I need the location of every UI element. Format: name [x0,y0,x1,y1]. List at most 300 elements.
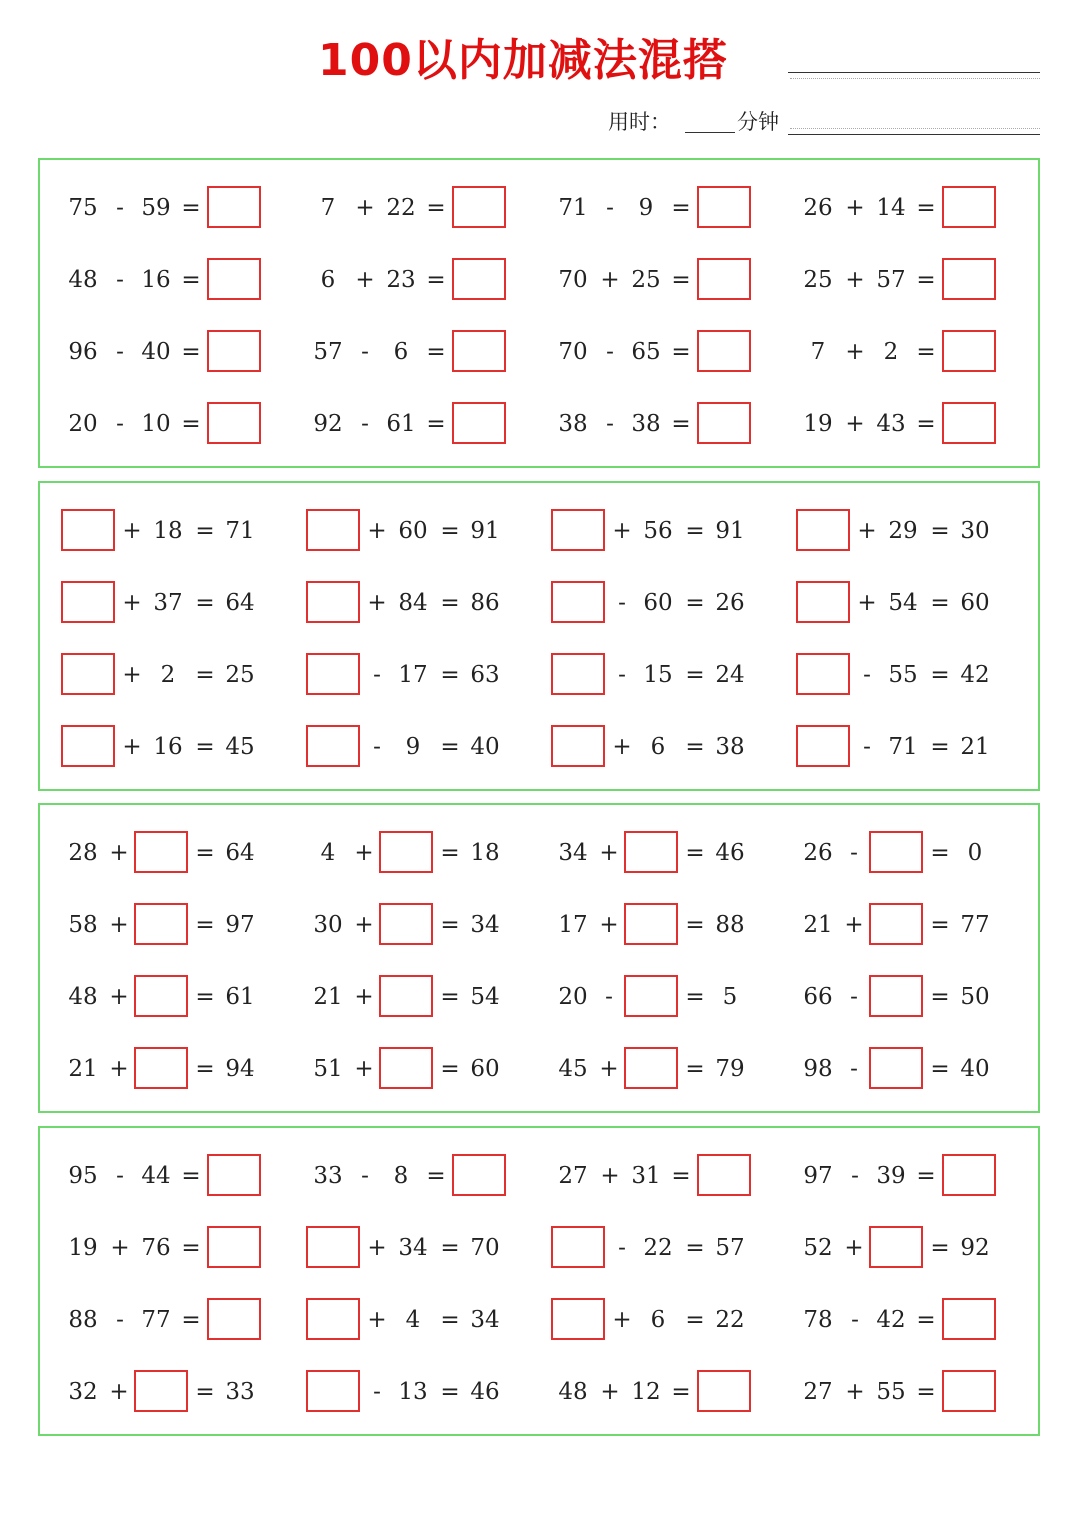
operator: + [612,518,632,544]
result-value: 38 [715,734,745,760]
operator: - [116,1307,124,1333]
result-value: 64 [225,840,255,866]
equals-sign: = [440,590,460,616]
operand-b: 34 [398,1235,428,1261]
operand-a: 95 [68,1163,98,1189]
equals-sign: = [195,912,215,938]
answer-box[interactable] [697,330,751,372]
answer-box[interactable] [452,330,506,372]
result-value: 79 [715,1056,745,1082]
result-value: 71 [225,518,255,544]
equals-sign: = [685,734,705,760]
answer-box[interactable] [942,186,996,228]
equals-sign: = [181,1163,201,1189]
problem-row [40,330,1038,374]
result-value: 63 [470,662,500,688]
result-value: 46 [715,840,745,866]
operator: - [116,267,124,293]
answer-box[interactable] [306,1298,360,1340]
operator: + [367,518,387,544]
answer-box[interactable] [697,1154,751,1196]
equals-sign: = [930,518,950,544]
equals-sign: = [440,1379,460,1405]
result-value: 34 [470,912,500,938]
problem-section [38,158,1040,468]
answer-box[interactable] [869,1047,923,1089]
answer-box[interactable] [942,1154,996,1196]
answer-box[interactable] [207,258,261,300]
answer-box[interactable] [452,186,506,228]
math-problem [40,1298,280,1342]
name-dotted-guide [790,78,1040,79]
answer-box[interactable] [61,509,115,551]
operator: + [109,912,129,938]
math-problem [530,509,770,553]
operand-b: 9 [405,734,421,760]
equals-sign: = [426,339,446,365]
equals-sign: = [195,840,215,866]
operand-b: 2 [883,339,899,365]
operator: + [612,734,632,760]
operand-a: 21 [313,984,343,1010]
result-value: 18 [470,840,500,866]
operand-a: 28 [68,840,98,866]
operator: - [361,1163,369,1189]
math-problem [40,1370,280,1414]
operator: + [355,195,375,221]
operator: - [116,195,124,221]
answer-box[interactable] [697,1370,751,1412]
operand-b: 65 [631,339,661,365]
operand-a: 19 [68,1235,98,1261]
answer-box[interactable] [379,1047,433,1089]
math-problem [775,186,1015,230]
math-problem [530,1226,770,1270]
answer-box[interactable] [207,402,261,444]
operand-b: 6 [393,339,409,365]
operator: - [618,662,626,688]
operand-a: 25 [803,267,833,293]
math-problem [530,402,770,446]
result-value: 46 [470,1379,500,1405]
operator: + [844,912,864,938]
equals-sign: = [181,339,201,365]
equals-sign: = [426,411,446,437]
operator: - [373,662,381,688]
operator: - [606,411,614,437]
operand-a: 70 [558,339,588,365]
equals-sign: = [181,1307,201,1333]
math-problem [40,402,280,446]
answer-box[interactable] [61,581,115,623]
answer-box[interactable] [379,975,433,1017]
operand-b: 13 [398,1379,428,1405]
operator: + [599,1056,619,1082]
problem-row [40,1298,1038,1342]
operand-b: 31 [631,1163,661,1189]
operator: + [354,984,374,1010]
math-problem [40,975,280,1019]
operand-b: 39 [876,1163,906,1189]
math-problem [775,1226,1015,1270]
answer-box[interactable] [551,1298,605,1340]
problem-row [40,1154,1038,1198]
result-value: 25 [225,662,255,688]
answer-box[interactable] [452,1154,506,1196]
operator: + [109,1379,129,1405]
operand-a: 21 [803,912,833,938]
operand-a: 27 [803,1379,833,1405]
answer-box[interactable] [207,330,261,372]
operator: + [355,267,375,293]
problem-section [38,803,1040,1113]
problem-row [40,186,1038,230]
math-problem [285,509,525,553]
operand-b: 54 [888,590,918,616]
result-value: 54 [470,984,500,1010]
equals-sign: = [930,1056,950,1082]
operand-b: 44 [141,1163,171,1189]
operand-a: 51 [313,1056,343,1082]
answer-box[interactable] [452,402,506,444]
math-problem [530,581,770,625]
operand-b: 60 [398,518,428,544]
equals-sign: = [671,1379,691,1405]
answer-box[interactable] [624,831,678,873]
result-value: 21 [960,734,990,760]
answer-box[interactable] [551,509,605,551]
answer-box[interactable] [306,725,360,767]
result-value: 22 [715,1307,745,1333]
equals-sign: = [195,984,215,1010]
equals-sign: = [440,840,460,866]
answer-box[interactable] [306,1370,360,1412]
operator: + [845,339,865,365]
operator: + [845,267,865,293]
operator: - [863,734,871,760]
operand-a: 66 [803,984,833,1010]
math-problem [530,1370,770,1414]
answer-box[interactable] [942,258,996,300]
time-spent-field [608,106,779,136]
answer-box[interactable] [61,653,115,695]
math-problem [40,653,280,697]
operand-a: 21 [68,1056,98,1082]
operator: - [116,411,124,437]
operator: - [618,590,626,616]
operator: + [367,1235,387,1261]
problem-row [40,1226,1038,1270]
math-problem [775,581,1015,625]
math-problem [285,402,525,446]
math-problem [775,831,1015,875]
operand-b: 25 [631,267,661,293]
operand-b: 16 [153,734,183,760]
equals-sign: = [181,267,201,293]
operand-a: 27 [558,1163,588,1189]
answer-box[interactable] [796,725,850,767]
answer-box[interactable] [624,975,678,1017]
answer-box[interactable] [942,402,996,444]
operand-b: 57 [876,267,906,293]
equals-sign: = [930,590,950,616]
operand-a: 26 [803,195,833,221]
math-problem [530,831,770,875]
math-problem [530,258,770,302]
result-value: 5 [722,984,738,1010]
answer-box[interactable] [61,725,115,767]
result-value: 60 [960,590,990,616]
result-value: 57 [715,1235,745,1261]
operand-a: 33 [313,1163,343,1189]
result-value: 70 [470,1235,500,1261]
operand-a: 45 [558,1056,588,1082]
equals-sign: = [426,1163,446,1189]
math-problem [530,653,770,697]
result-value: 64 [225,590,255,616]
math-problem [775,653,1015,697]
operand-b: 77 [141,1307,171,1333]
operator: + [367,590,387,616]
result-value: 97 [225,912,255,938]
answer-box[interactable] [942,330,996,372]
answer-box[interactable] [551,581,605,623]
operand-a: 88 [68,1307,98,1333]
answer-box[interactable] [551,1226,605,1268]
answer-box[interactable] [697,258,751,300]
equals-sign: = [440,984,460,1010]
operand-b: 10 [141,411,171,437]
math-problem [775,330,1015,374]
answer-box[interactable] [379,831,433,873]
problem-row [40,975,1038,1019]
equals-sign: = [930,1235,950,1261]
equals-sign: = [685,1235,705,1261]
operand-b: 61 [386,411,416,437]
math-problem [775,975,1015,1019]
answer-box[interactable] [134,1047,188,1089]
operand-b: 22 [643,1235,673,1261]
equals-sign: = [685,518,705,544]
answer-box[interactable] [697,402,751,444]
operator: + [109,1056,129,1082]
math-problem [775,1298,1015,1342]
operator: + [857,590,877,616]
operator: + [600,1163,620,1189]
equals-sign: = [195,662,215,688]
math-problem [775,903,1015,947]
operator: - [605,984,613,1010]
answer-box[interactable] [306,581,360,623]
answer-box[interactable] [869,975,923,1017]
operand-a: 7 [320,195,336,221]
operator: - [850,840,858,866]
operand-b: 40 [141,339,171,365]
operator: + [599,840,619,866]
problem-row [40,1370,1038,1414]
equals-sign: = [440,518,460,544]
operator: + [845,195,865,221]
operand-b: 42 [876,1307,906,1333]
operand-b: 43 [876,411,906,437]
operand-b: 71 [888,734,918,760]
operand-b: 16 [141,267,171,293]
result-value: 88 [715,912,745,938]
math-problem [530,903,770,947]
answer-box[interactable] [207,1226,261,1268]
math-problem [775,509,1015,553]
math-problem [285,1047,525,1091]
math-problem [775,1047,1015,1091]
operator: + [599,912,619,938]
result-value: 0 [967,840,983,866]
operator: + [857,518,877,544]
problem-row [40,653,1038,697]
answer-box[interactable] [306,653,360,695]
operator: - [618,1235,626,1261]
time-dotted-guide [790,128,1040,129]
equals-sign: = [671,411,691,437]
equals-sign: = [685,590,705,616]
operator: + [367,1307,387,1333]
result-value: 30 [960,518,990,544]
equals-sign: = [181,195,201,221]
equals-sign: = [671,195,691,221]
equals-sign: = [440,1056,460,1082]
math-problem [40,831,280,875]
answer-box[interactable] [624,903,678,945]
result-value: 42 [960,662,990,688]
equals-sign: = [685,662,705,688]
operator: + [122,518,142,544]
math-problem [775,258,1015,302]
problem-row [40,903,1038,947]
operand-a: 7 [810,339,826,365]
equals-sign: = [685,1307,705,1333]
equals-sign: = [930,734,950,760]
answer-box[interactable] [207,1154,261,1196]
result-value: 34 [470,1307,500,1333]
operand-b: 60 [643,590,673,616]
math-problem [530,330,770,374]
equals-sign: = [930,662,950,688]
operand-b: 12 [631,1379,661,1405]
operand-a: 6 [320,267,336,293]
equals-sign: = [685,984,705,1010]
operand-a: 26 [803,840,833,866]
operand-b: 55 [876,1379,906,1405]
result-value: 94 [225,1056,255,1082]
math-problem [285,1298,525,1342]
math-problem [285,1370,525,1414]
equals-sign: = [181,411,201,437]
answer-box[interactable] [452,258,506,300]
operand-b: 76 [141,1235,171,1261]
answer-box[interactable] [869,1226,923,1268]
answer-box[interactable] [942,1298,996,1340]
answer-box[interactable] [134,975,188,1017]
math-problem [40,258,280,302]
operand-a: 96 [68,339,98,365]
math-problem [285,653,525,697]
operand-b: 15 [643,662,673,688]
operand-b: 2 [160,662,176,688]
answer-box[interactable] [697,186,751,228]
operand-a: 70 [558,267,588,293]
problem-row [40,725,1038,769]
answer-box[interactable] [207,186,261,228]
answer-box[interactable] [551,653,605,695]
equals-sign: = [195,1056,215,1082]
answer-box[interactable] [306,509,360,551]
equals-sign: = [195,518,215,544]
name-line[interactable] [788,72,1040,73]
answer-box[interactable] [796,653,850,695]
answer-box[interactable] [796,581,850,623]
result-value: 77 [960,912,990,938]
answer-box[interactable] [869,831,923,873]
answer-box[interactable] [379,903,433,945]
math-problem [40,1047,280,1091]
time-blank[interactable] [685,131,735,133]
operand-a: 97 [803,1163,833,1189]
operand-b: 84 [398,590,428,616]
answer-box[interactable] [207,1298,261,1340]
math-problem [285,903,525,947]
operand-a: 75 [68,195,98,221]
answer-box[interactable] [796,509,850,551]
answer-box[interactable] [624,1047,678,1089]
math-problem [40,1154,280,1198]
result-value: 45 [225,734,255,760]
answer-box[interactable] [134,903,188,945]
math-problem [775,402,1015,446]
math-problem [40,1226,280,1270]
operand-b: 8 [393,1163,409,1189]
equals-sign: = [930,840,950,866]
math-problem [530,725,770,769]
operand-b: 9 [638,195,654,221]
operand-a: 52 [803,1235,833,1261]
operand-a: 30 [313,912,343,938]
operand-a: 20 [558,984,588,1010]
operator: - [116,339,124,365]
answer-box[interactable] [306,1226,360,1268]
operand-b: 14 [876,195,906,221]
operand-a: 92 [313,411,343,437]
equals-sign: = [685,840,705,866]
problem-row [40,581,1038,625]
result-value: 33 [225,1379,255,1405]
equals-sign: = [916,267,936,293]
equals-sign: = [916,1307,936,1333]
operator: + [354,912,374,938]
answer-box[interactable] [942,1370,996,1412]
result-value: 92 [960,1235,990,1261]
problem-row [40,831,1038,875]
answer-box[interactable] [551,725,605,767]
answer-box[interactable] [134,1370,188,1412]
operator: + [844,1235,864,1261]
equals-sign: = [916,1379,936,1405]
time-label: 用时： [608,110,671,134]
answer-box[interactable] [134,831,188,873]
math-problem [40,330,280,374]
operand-a: 71 [558,195,588,221]
operator: + [110,1235,130,1261]
answer-box[interactable] [869,903,923,945]
result-value: 61 [225,984,255,1010]
